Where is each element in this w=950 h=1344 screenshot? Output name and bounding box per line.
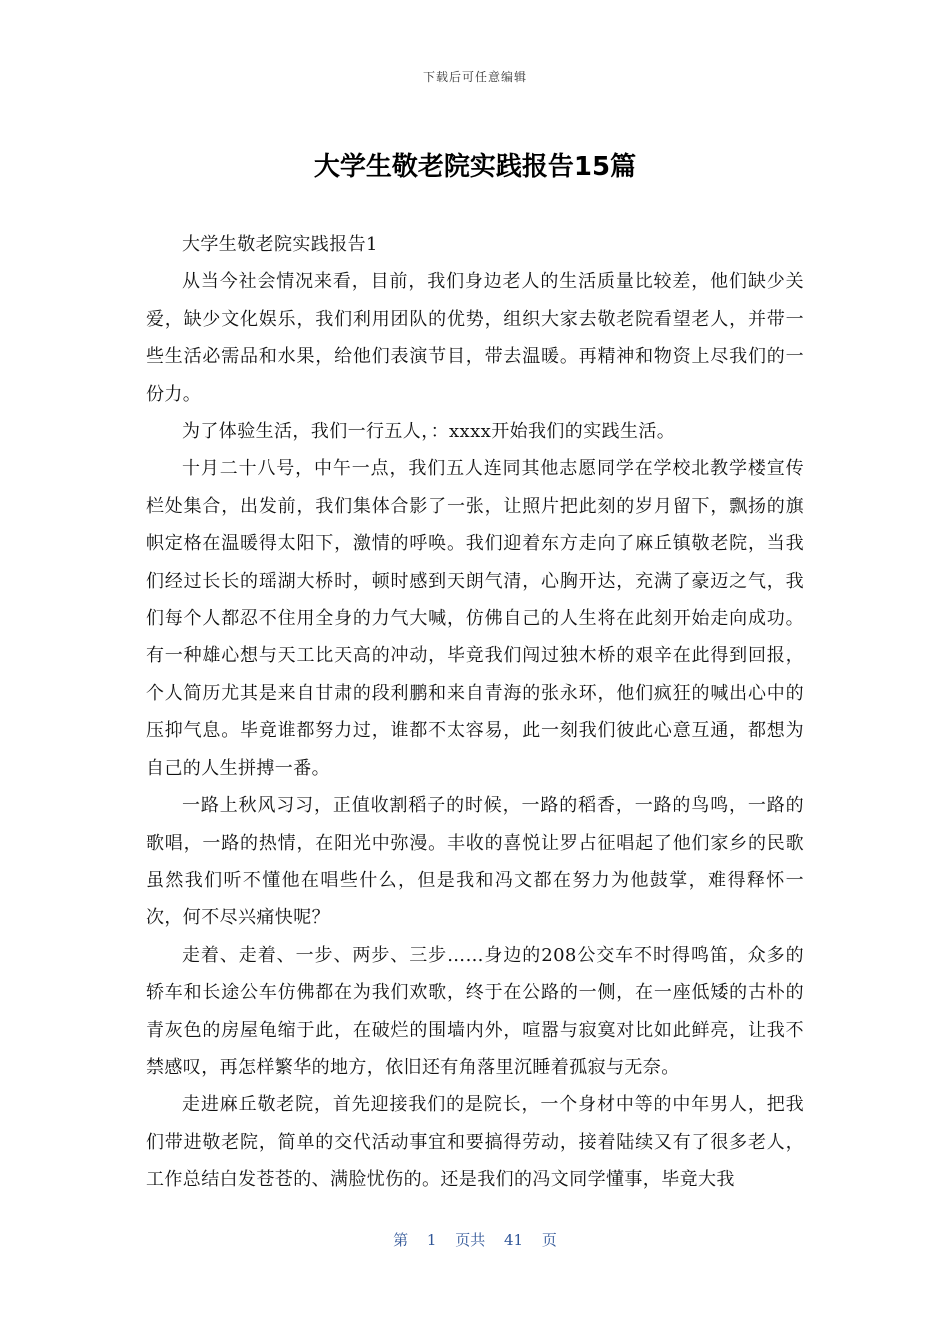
paragraph: 从当今社会情况来看，目前，我们身边老人的生活质量比较差，他们缺少关爱，缺少文化娱乐，我们利用团队的优势，组织大家去敬老院看望老人，并带一些生活必需品和水果，给他们表演节目，带去温暖。再精神和物资上尽我们的一份力。 <box>146 271 804 405</box>
document-title: 大学生敬老院实践报告15篇 <box>313 152 637 182</box>
paragraph: 为了体验生活，我们一行五人，：xxxx开始我们的实践生活。 <box>182 421 676 443</box>
footer-label-end: 页 <box>541 1231 557 1249</box>
header-note: 下载后可任意编辑 <box>422 70 527 84</box>
paragraph: 一路上秋风习习，正值收割稻子的时候，一路的稻香，一路的鸟鸣，一路的歌唱，一路的热情，在阳光中弥漫。丰收的喜悦让罗占征唱起了他们家乡的民歌虽然我们听不懂他在唱些什么，但是我和冯文都在努力为他鼓掌，难得释怀一次，何不尽兴痛快呢？ <box>146 795 804 929</box>
paragraph-section-heading: 大学生敬老院实践报告1 <box>182 234 378 255</box>
footer-total-pages: 41 <box>504 1231 524 1249</box>
paragraph: 走着、走着、一步、两步、三步……身边的208公交车不时得鸣笛，众多的轿车和长途公车仿佛都在为我们欢歌，终于在公路的一侧，在一座低矮的古朴的青灰色的房屋龟缩于此，在破烂的围墙内外，喧嚣与寂寞对比如此鲜亮，让我不禁感叹，再怎样繁华的地方，依旧还有角落里沉睡着孤寂与无奈。 <box>146 944 804 1078</box>
footer-label-of: 页共 <box>455 1231 486 1249</box>
paragraph: 走进麻丘敬老院，首先迎接我们的是院长，一个身材中等的中年男人，把我们带进敬老院，简单的交代活动事宜和要搞得劳动，接着陆续又有了很多老人，工作总结白发苍苍的、满脸忧伤的。还是我们的冯文同学懂事，毕竟大我 <box>146 1094 804 1191</box>
footer-label-page: 第 <box>393 1231 409 1249</box>
document-body <box>146 226 804 1199</box>
paragraph: 十月二十八号，中午一点，我们五人连同其他志愿同学在学校北教学楼宣传栏处集合，出发前，我们集体合影了一张，让照片把此刻的岁月留下，飘扬的旗帜定格在温暖得太阳下，激情的呼唤。我们迎着东方走向了麻丘镇敬老院，当我们经过长长的瑶湖大桥时，顿时感到天朗气清，心胸开达，充满了豪迈之气，我们每个人都忍不住用全身的力气大喊，仿佛自己的人生将在此刻开始走向成功。有一种雄心想与天工比天高的冲动，毕竟我们闯过独木桥的艰辛在此得到回报，个人简历尤其是来自甘肃的段利鹏和来自青海的张永环，他们疯狂的喊出心中的压抑气息。毕竟谁都努力过，谁都不太容易，此一刻我们彼此心意互通，都想为自己的人生拼搏一番。 <box>146 458 804 779</box>
footer-current-page: 1 <box>426 1231 437 1249</box>
page-footer <box>0 1229 950 1250</box>
